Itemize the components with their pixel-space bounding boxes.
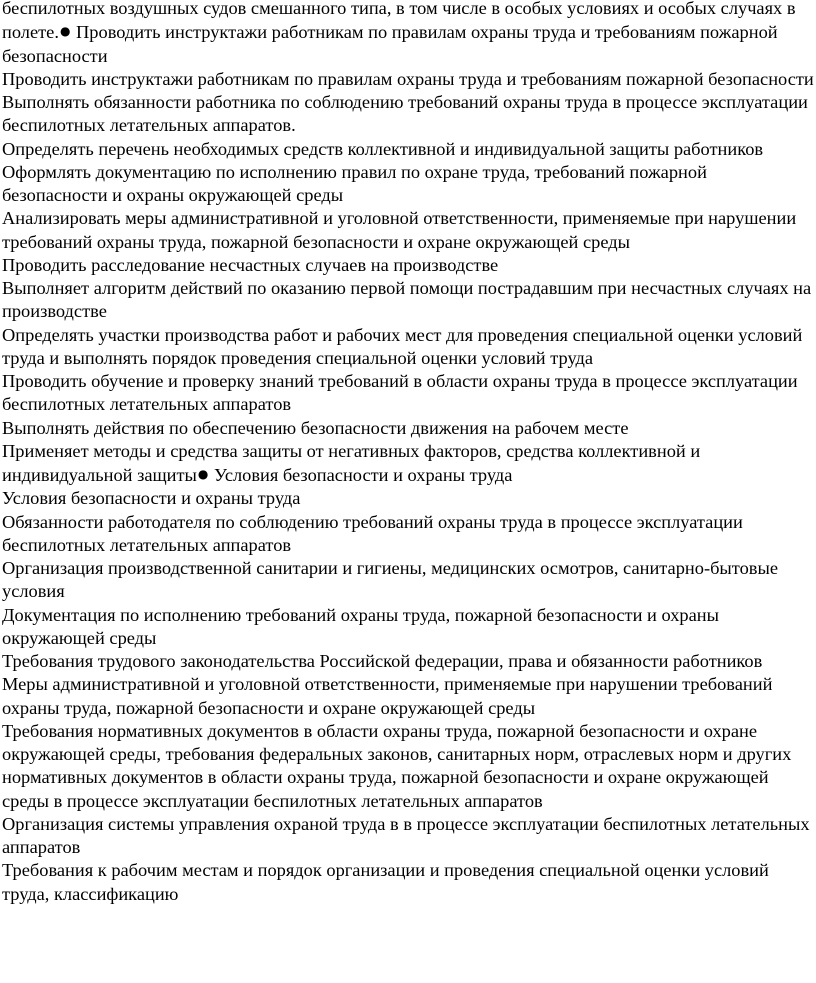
document-body [2,0,814,906]
paragraph: Проводить инструктажи работникам по правилам охраны труда и требованиям пожарной безопасности [2,68,814,89]
paragraph: Требования трудового законодательства Российской федерации, права и обязанности работников [2,651,763,671]
paragraph: Документация по исполнению требований охраны труда, пожарной безопасности и охраны окружающей среды [2,604,719,648]
paragraph: Условия безопасности и охраны труда [2,488,301,509]
paragraph: Организация системы управления охраной труда в в процессе эксплуатации беспилотных летательных аппаратов [2,813,810,857]
paragraph: Меры административной и уголовной ответственности, применяемые при нарушении требований охраны труда, пожарной безопасности и охране окружающей среды [2,674,773,718]
paragraph: Выполняет алгоритм действий по оказанию первой помощи пострадавшим при несчастных случаях на производстве [2,278,812,322]
paragraph-text: Применяет методы и средства защиты от негативных факторов, средства коллективной и индивидуальной защиты [2,440,701,485]
bullet-icon: ● [59,24,71,39]
paragraph-text: Условия безопасности и охраны труда [209,465,513,485]
paragraph [2,0,814,68]
paragraph: Проводить обучение и проверку знаний требований в области охраны труда в процессе эксплуатации беспилотных летательных аппаратов [2,371,798,415]
paragraph: Определять участки производства работ и рабочих мест для проведения специальной оценки условий труда и выполнять порядок проведения специальной оценки условий труда [2,324,803,368]
paragraph: Организация производственной санитарии и гигиены, медицинских осмотров, санитарно-бытовые условия [2,558,778,602]
paragraph: Оформлять документацию по исполнению правил по охране труда, требований пожарной безопасности и охраны окружающей среды [2,161,707,205]
paragraph-text: Проводить инструктажи работникам по правилам охраны труда и требованиям пожарной безопасности [2,22,778,66]
paragraph [2,440,814,488]
paragraph: Определять перечень необходимых средств коллективной и индивидуальной защиты работников [2,138,764,159]
paragraph: Проводить расследование несчастных случаев на производстве [2,254,499,275]
paragraph: Выполнять действия по обеспечению безопасности движения на рабочем месте [2,417,629,438]
paragraph: Обязанности работодателя по соблюдению требований охраны труда в процессе эксплуатации беспилотных летательных аппаратов [2,511,743,555]
bullet-icon: ● [197,467,209,481]
paragraph: Требования нормативных документов в области охраны труда, пожарной безопасности и охране окружающей среды, требования федеральных законов, санитарных норм, отраслевых норм и других нормативных документов в области охраны труда, пожарной безопасности и охране окружающей среды в процессе эксплуатации беспилотных летательных аппаратов [2,720,792,811]
paragraph-text: беспилотных воздушных судов смешанного типа, в том числе в особых условиях и особых случаях в полете. [2,0,796,43]
paragraph: Требования к рабочим местам и порядок организации и проведения специальной оценки условий труда, классификацию [2,860,769,904]
paragraph: Выполнять обязанности работника по соблюдению требований охраны труда в процессе эксплуатации беспилотных летательных аппаратов. [2,92,808,136]
paragraph: Анализировать меры административной и уголовной ответственности, применяемые при нарушении требований охраны труда, пожарной безопасности и охране окружающей среды [2,208,797,252]
